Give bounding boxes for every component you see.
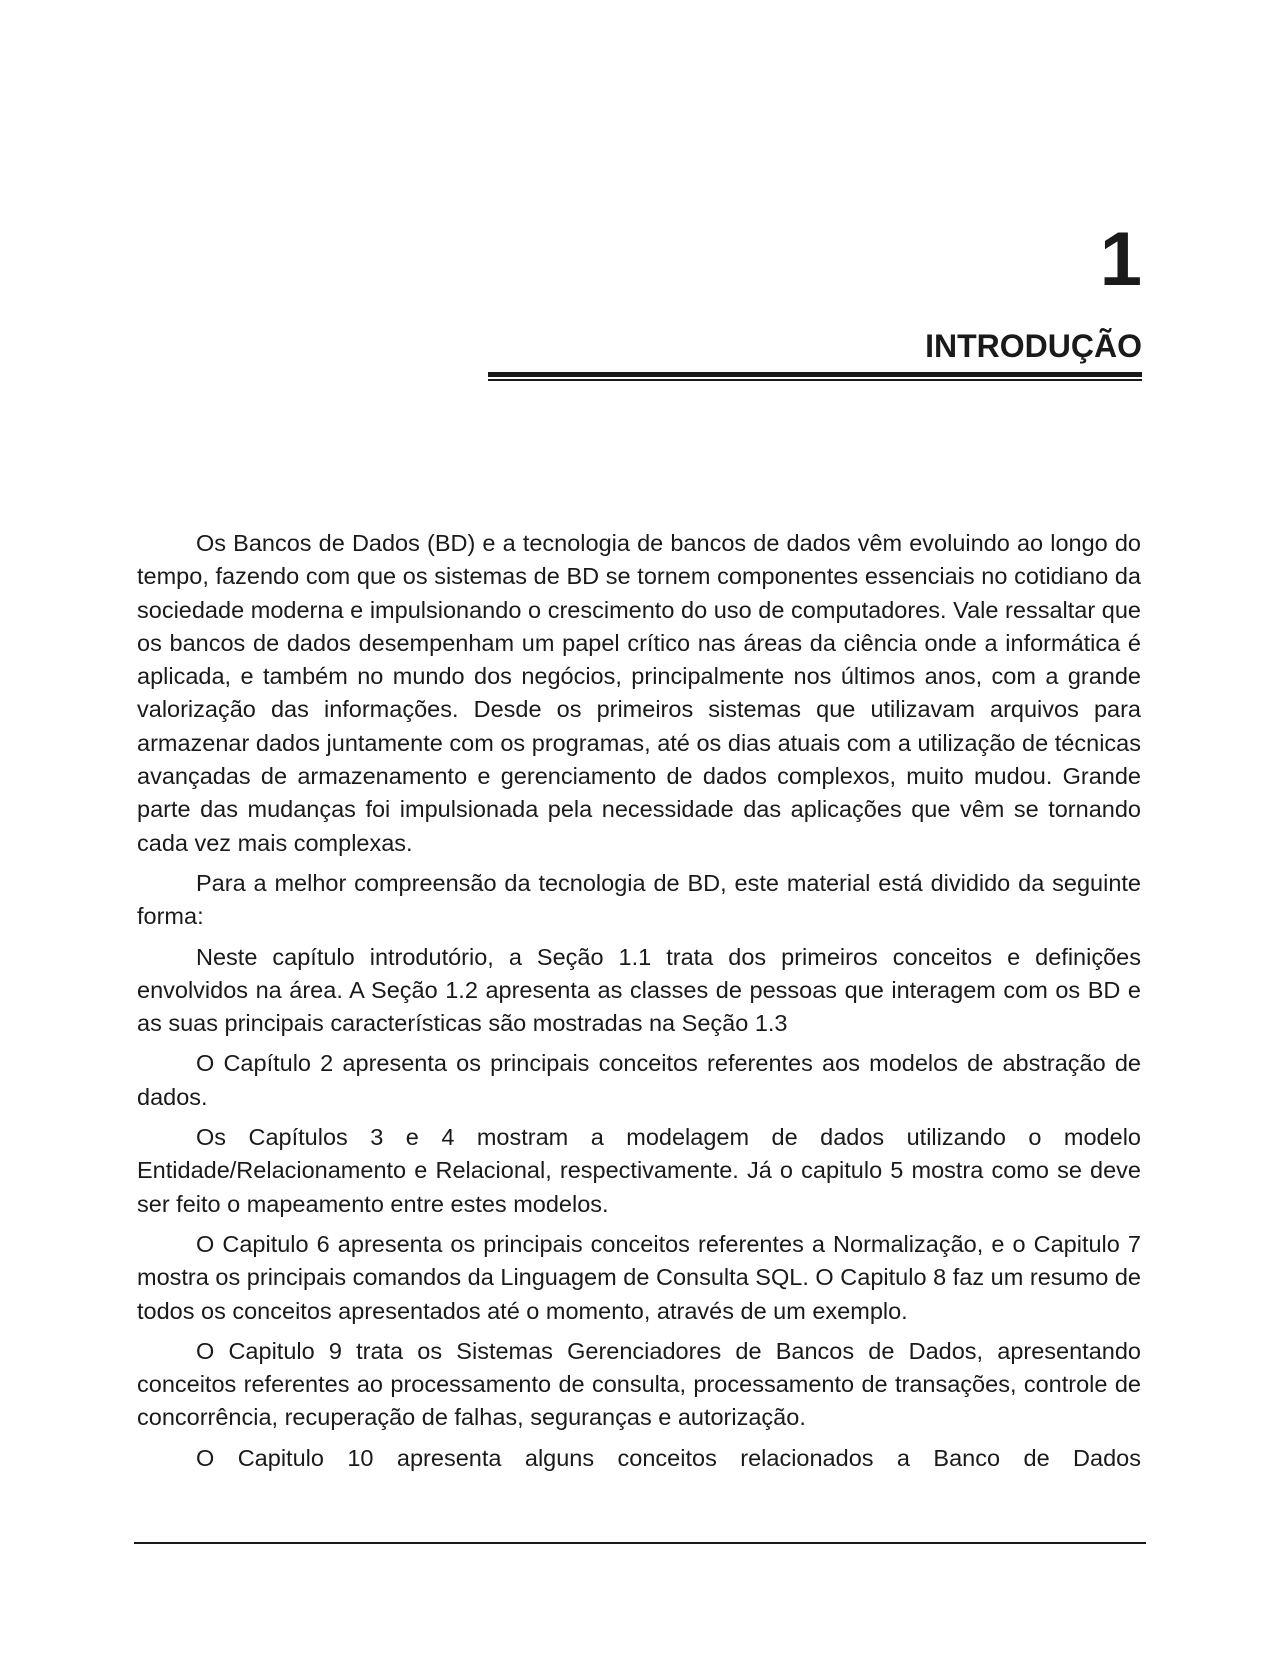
chapter-number: 1	[1099, 217, 1142, 302]
title-double-rule	[488, 372, 1142, 381]
paragraph: Os Bancos de Dados (BD) e a tecnologia de bancos de dados vêm evoluindo ao longo do tempo, fazendo com que os sistemas de BD se tornem componentes essenciais no cotidiano da sociedade moderna e impulsionando o crescimento do uso de computadores. Vale ressaltar que os bancos de dados desempenham um papel crítico nas áreas da ciência onde a informática é aplicada, e também no mundo dos negócios, principalmente nos últimos anos, com a grande valorização das informações. Desde os primeiros sistemas que utilizavam arquivos para armazenar dados juntamente com os programas, até os dias atuais com a utilização de técnicas avançadas de armazenamento e gerenciamento de dados complexos, muito mudou. Grande parte das mudanças foi impulsionada pela necessidade das aplicações que vêm se tornando cada vez mais complexas.	[137, 530, 1141, 856]
paragraph: O Capitulo 6 apresenta os principais conceitos referentes a Normalização, e o Capitulo 7 mostra os principais comandos da Linguagem de Consulta SQL. O Capitulo 8 faz um resumo de todos os conceitos apresentados até o momento, através de um exemplo.	[137, 1230, 1141, 1324]
title-rule-thin	[488, 379, 1142, 381]
footer-rule	[134, 1542, 1146, 1544]
chapter-title: INTRODUÇÃO	[925, 328, 1142, 364]
paragraph: Os Capítulos 3 e 4 mostram a modelagem de dados utilizando o modelo Entidade/Relacionamento e Relacional, respectivamente. Já o capitulo 5 mostra como se deve ser feito o mapeamento entre estes modelos.	[137, 1124, 1141, 1217]
paragraph: O Capitulo 9 trata os Sistemas Gerenciadores de Bancos de Dados, apresentando conceitos referentes ao processamento de consulta, processamento de transações, controle de concorrência, recuperação de falhas, seguranças e autorização.	[137, 1337, 1141, 1431]
body-text	[137, 527, 1141, 1482]
paragraph: O Capítulo 2 apresenta os principais conceitos referentes aos modelos de abstração de dados.	[137, 1050, 1141, 1110]
paragraph: Neste capítulo introdutório, a Seção 1.1 trata dos primeiros conceitos e definições envolvidos na área. A Seção 1.2 apresenta as classes de pessoas que interagem com os BD e as suas principais características são mostradas na Seção 1.3	[137, 943, 1141, 1037]
paragraph: O Capitulo 10 apresenta alguns conceitos relacionados a Banco de Dados	[196, 1444, 1141, 1471]
paragraph: Para a melhor compreensão da tecnologia de BD, este material está dividido da seguinte forma:	[137, 869, 1141, 930]
